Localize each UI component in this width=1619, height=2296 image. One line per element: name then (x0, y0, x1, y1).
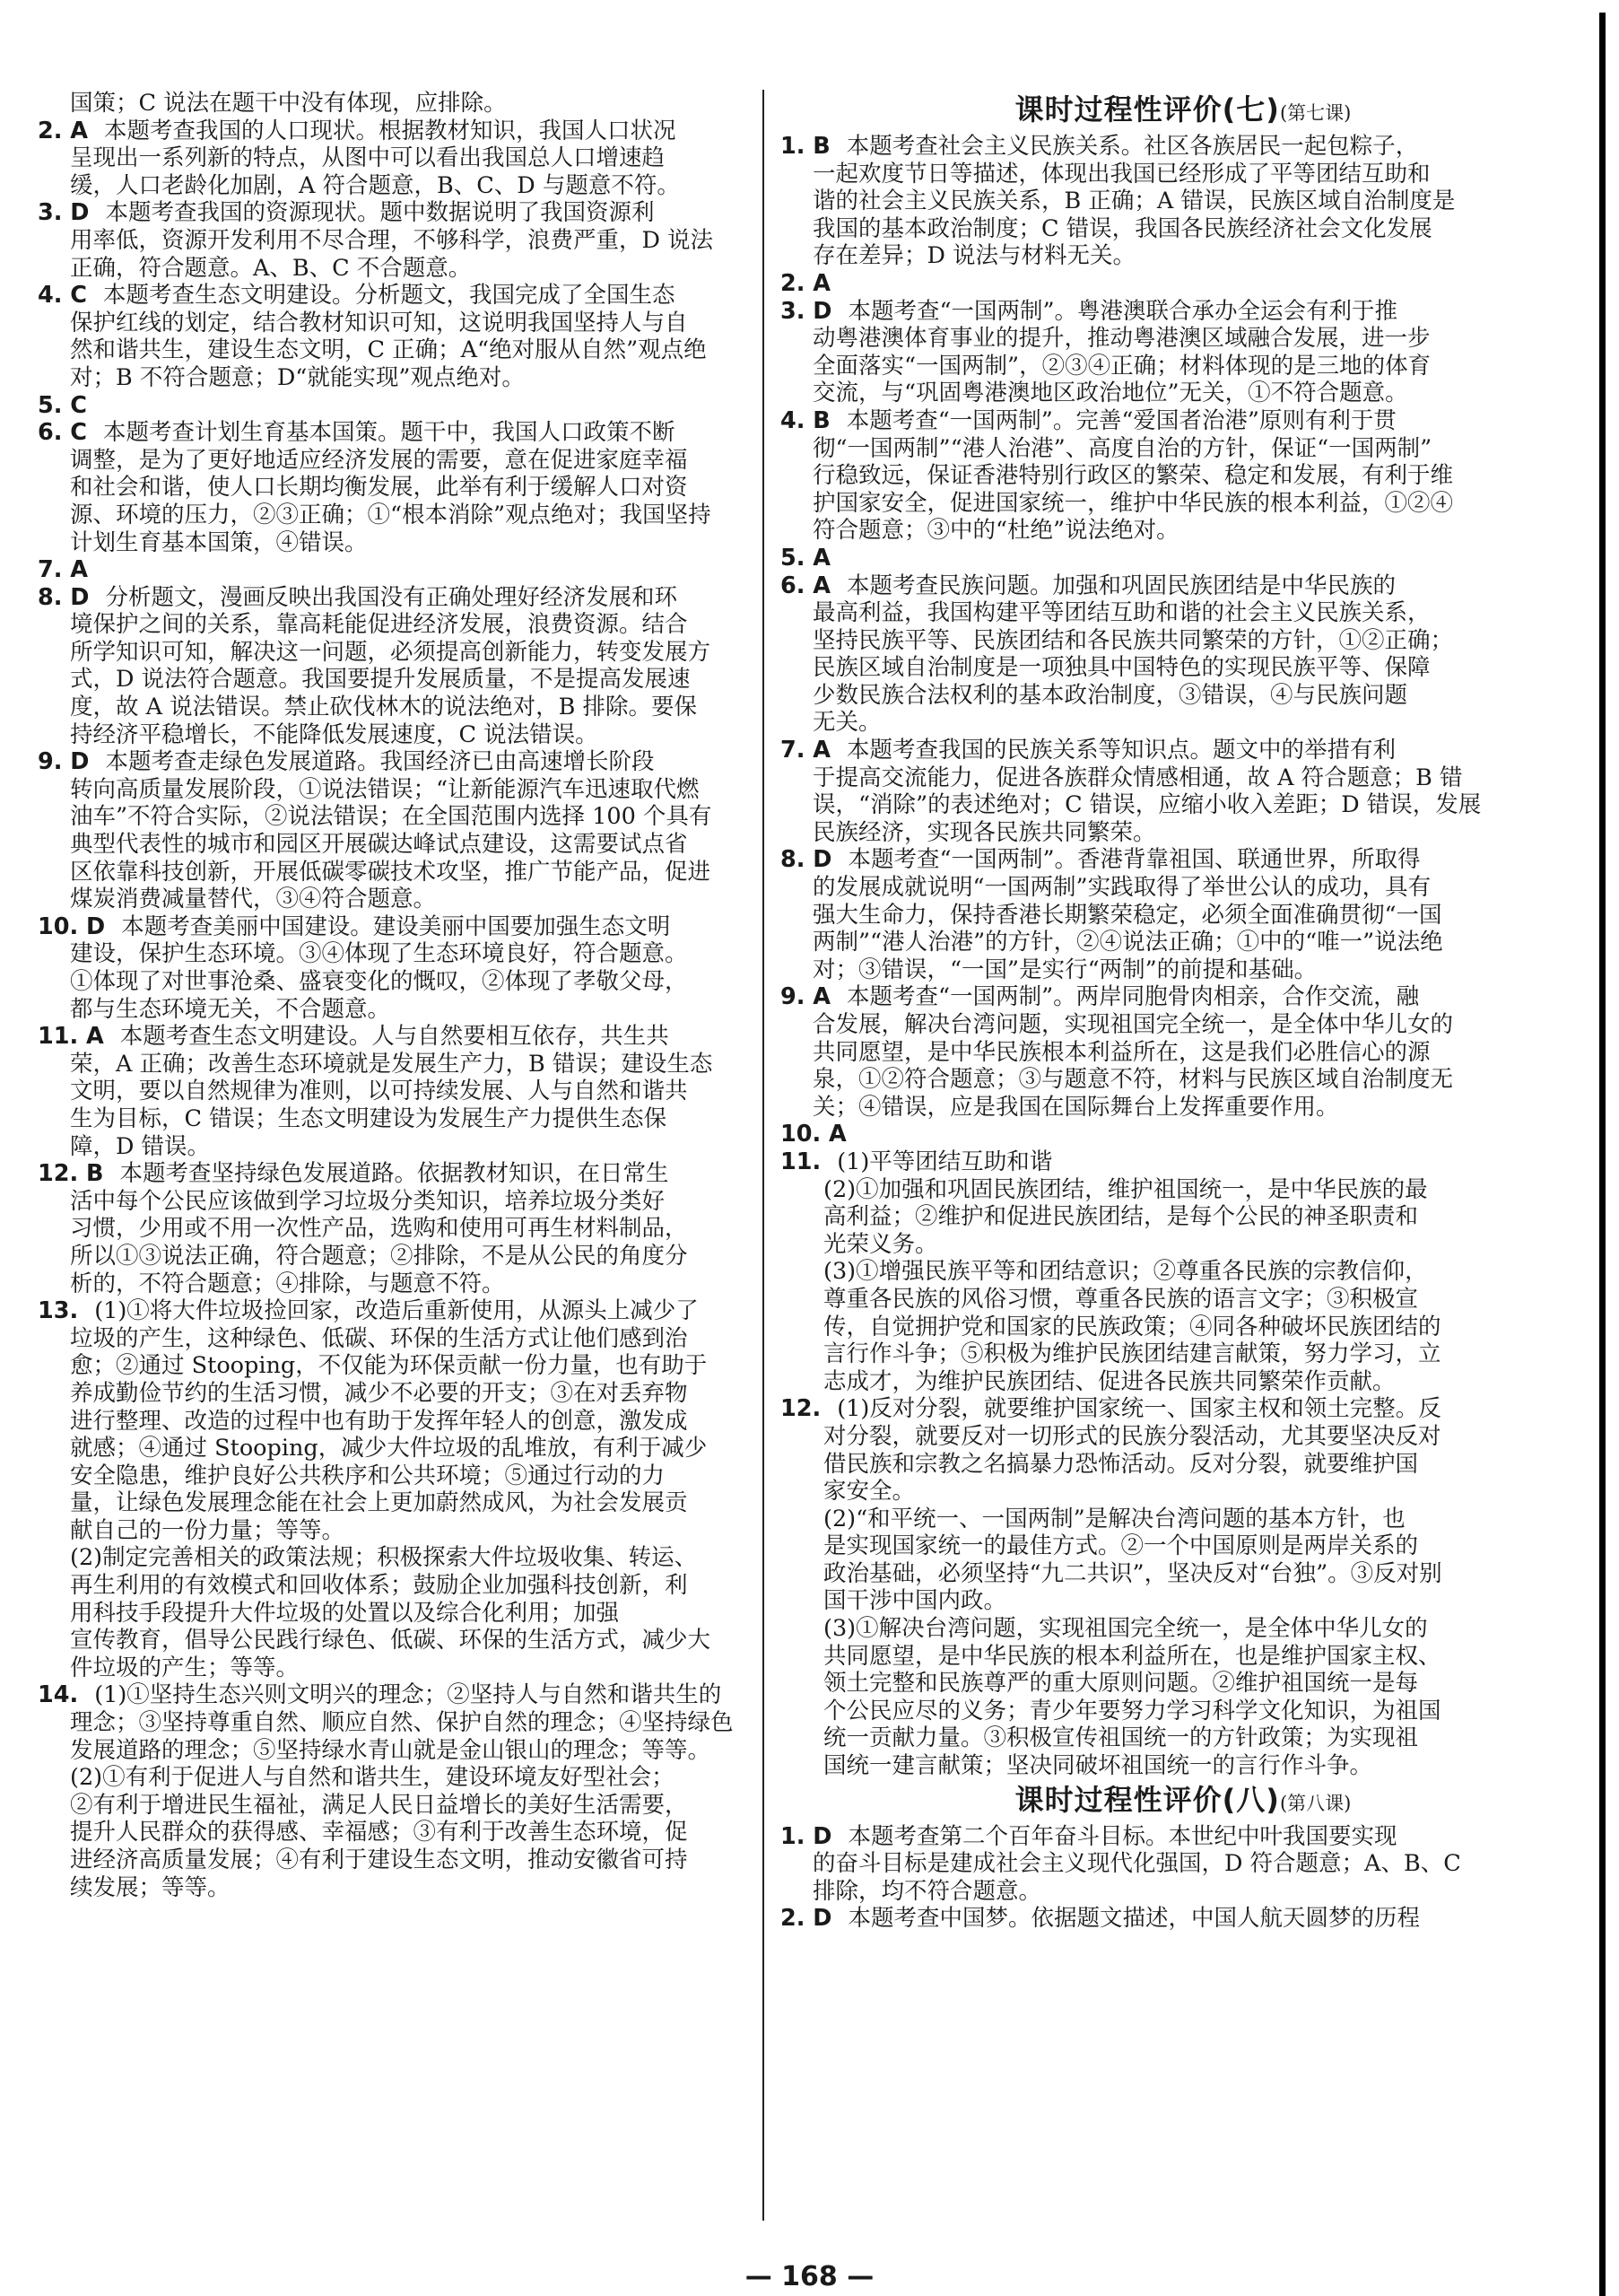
answer-number: 8. D (780, 846, 832, 874)
answer-number: 1. B (780, 133, 831, 160)
answer-text: 障，D 错误。 (70, 1132, 211, 1160)
answer-text: 我国的基本政治制度；C 错误，我国各民族经济社会文化发展 (813, 214, 1432, 242)
answer-line (780, 517, 1586, 545)
answer-text: 坚持民族平等、民族团结和各民族共同繁荣的方针，①②正确； (813, 626, 1454, 654)
answer-text: 国策；C 说法在题干中没有体现，应排除。 (70, 90, 507, 117)
answer-text: ②有利于增进民生福祉，满足人民日益增长的美好生活需要， (70, 1791, 688, 1819)
answer-item (38, 556, 753, 584)
answer-text: 国统一建言献策；坚决同破坏祖国统一的言行作斗争。 (823, 1752, 1373, 1780)
answer-item (780, 1395, 1586, 1423)
answer-text: 垃圾的产生，这种绿色、低碳、环保的生活方式让他们感到治 (70, 1324, 688, 1352)
answer-line (38, 886, 753, 913)
answer-text: 续发展；等等。 (70, 1873, 231, 1901)
answer-text: 度，故 A 说法错误。禁止砍伐林木的说法绝对，B 排除。要保 (70, 694, 697, 721)
answer-line (780, 435, 1586, 463)
answer-text: 共同愿望，是中华民族的根本利益所在，也是维护国家主权、 (823, 1642, 1441, 1670)
answer-text: 个公民应尽的义务；青少年要努力学习科学文化知识，为祖国 (823, 1697, 1441, 1724)
answer-number: 6. C (38, 419, 88, 447)
answer-line (780, 188, 1586, 215)
answer-line (780, 682, 1586, 710)
answer-line (38, 1627, 753, 1654)
answer-line (38, 1051, 753, 1078)
answer-text: 于提高交流能力，促进各族群众情感相通，故 A 符合题意；B 错 (813, 764, 1463, 791)
answer-line (38, 776, 753, 804)
answer-text: 泉，①②符合题意；③与题意不符，材料与民族区域自治制度无 (813, 1066, 1454, 1094)
answer-line (780, 902, 1586, 930)
answer-text: (1)①坚持生态兴则文明兴的理念；②坚持人与自然和谐共生的 (94, 1681, 722, 1709)
answer-line (38, 1792, 753, 1820)
answer-line (780, 1340, 1586, 1368)
answer-text: 共同愿望，是中华民族根本利益所在，这是我们必胜信心的源 (813, 1038, 1431, 1066)
answer-text: 民族区域自治制度是一项独具中国特色的实现民族平等、保障 (813, 654, 1431, 682)
answer-line (38, 1270, 753, 1298)
answer-line (38, 364, 753, 392)
answer-text: 误，“消除”的表述绝对；C 错误，应缩小收入差距；D 错误，发展 (813, 791, 1482, 819)
answer-line (38, 1819, 753, 1846)
answer-text: 本题考查社会主义民族关系。社区各族居民一起包粽子， (846, 133, 1419, 160)
answer-line (780, 380, 1586, 407)
answer-line (38, 803, 753, 831)
answer-item (780, 298, 1586, 326)
right-column (780, 90, 1586, 1933)
answer-line (780, 1314, 1586, 1341)
answer-line (38, 529, 753, 557)
answer-text: 本题考查我国的民族关系等知识点。题文中的举措有利 (847, 737, 1397, 764)
answer-line (38, 1352, 753, 1380)
page-number: — 168 — (744, 2261, 875, 2292)
answer-text: (2)①加强和巩固民族团结，维护祖国统一，是中华民族的最 (823, 1175, 1428, 1203)
answer-line (780, 1176, 1586, 1204)
answer-line (780, 929, 1586, 956)
answer-text: (3)①解决台湾问题，实现祖国完全统一，是全体中华儿女的 (823, 1615, 1428, 1643)
answer-line (38, 1764, 753, 1792)
answer-item (38, 392, 753, 420)
answer-item (780, 1148, 1586, 1176)
answer-text: (2)“和平统一、一国两制”是解决台湾问题的基本方针，也 (823, 1505, 1406, 1532)
section-title-lesson-8 (780, 1780, 1586, 1823)
answer-text: 典型代表性的城市和园区开展碳达峰试点建设，这需要试点省 (70, 831, 688, 859)
section-title-lesson-7-main: 课时过程性评价(七) (1014, 92, 1280, 127)
answer-line (780, 956, 1586, 984)
answer-line (780, 1231, 1586, 1259)
answer-line (38, 859, 753, 886)
answer-line (38, 639, 753, 667)
answer-line (38, 666, 753, 694)
answer-line (38, 831, 753, 859)
answer-text: 都与生态环境无关，不合题意。 (70, 995, 391, 1023)
answer-text: 然和谐共生，建设生态文明，C 正确；A“绝对服从自然”观点绝 (70, 336, 707, 364)
answer-text: 排除，均不符合题意。 (813, 1877, 1042, 1905)
answer-number: 7. A (780, 737, 831, 764)
answer-line (780, 1039, 1586, 1067)
answer-line (38, 1517, 753, 1545)
answer-item (780, 133, 1586, 161)
answer-text: 本题考查美丽中国建设。建设美丽中国要加强生态文明 (121, 912, 671, 940)
answer-text: 和社会和谐，使人口长期均衡发展，此举有利于缓解人口对资 (70, 474, 688, 502)
answer-text: 献自己的一份力量；等等。 (70, 1516, 345, 1544)
answer-text: 传，自觉拥护党和国家的民族政策；④同各种破坏民族团结的 (823, 1313, 1441, 1340)
answer-line (38, 1243, 753, 1270)
answer-text: 所以①③说法正确，符合题意；②排除，不是从公民的角度分 (70, 1242, 688, 1270)
answer-line (780, 242, 1586, 270)
answer-number: 3. D (38, 199, 90, 227)
answer-line (780, 1094, 1586, 1122)
answer-text: 件垃圾的产生；等等。 (70, 1654, 300, 1681)
answer-text: 进行整理、改造的过程中也有助于发挥年轻人的创意，激发成 (70, 1407, 688, 1435)
answer-line (780, 353, 1586, 380)
answer-text: 计划生育基本国策，④错误。 (70, 528, 368, 556)
answer-text: 就感；④通过 Stooping，减少大件垃圾的乱堆放，有利于减少 (70, 1435, 708, 1462)
answer-line (780, 325, 1586, 353)
answer-text: 少数民族合法权利的基本政治制度，③错误，④与民族问题 (813, 681, 1408, 709)
answer-text: 关；④错误，应是我国在国际舞台上发挥重要作用。 (813, 1093, 1339, 1121)
answer-text: 文明，要以自然规律为准则，以可持续发展、人与自然和谐共 (70, 1078, 688, 1105)
answer-text: 本题考查“一国两制”。粤港澳联合承办全运会有利于推 (848, 297, 1398, 325)
answer-line (780, 1451, 1586, 1479)
answer-text: 油车”不符合实际，②说法错误；在全国范围内选择 100 个具有 (70, 803, 712, 831)
answer-text: 是实现国家统一的最佳方式。②一个中国原则是两岸关系的 (823, 1532, 1419, 1560)
answer-line (38, 1709, 753, 1737)
answer-text: 言行作斗争；⑤积极为维护民族团结建言献策，努力学习，立 (823, 1340, 1441, 1368)
answer-line (38, 1654, 753, 1682)
answer-line (780, 1506, 1586, 1533)
answer-number: 2. A (780, 269, 831, 297)
answer-number: 12. (780, 1395, 822, 1423)
answer-text: 析的，不符合题意；④排除，与题意不符。 (70, 1270, 505, 1297)
answer-text: 合发展，解决台湾问题，实现祖国完全统一，是全体中华儿女的 (813, 1011, 1454, 1038)
answer-item (780, 270, 1586, 298)
answer-text: 荣，A 正确；改善生态环境就是发展生产力，B 错误；建设生态 (70, 1050, 713, 1078)
answer-text: 保护红线的划定，结合教材知识可知，这说明我国坚持人与自 (70, 309, 688, 336)
answer-line (38, 1874, 753, 1902)
answer-text: 的发展成就说明“一国两制”实践取得了举世公认的成功，具有 (813, 874, 1432, 902)
answer-item (780, 737, 1586, 764)
answer-text: 煤炭消费减量替代，③④符合题意。 (70, 886, 437, 913)
answer-line (780, 709, 1586, 737)
answer-number: 12. B (38, 1160, 104, 1188)
answer-text: 光荣义务。 (823, 1230, 938, 1258)
answer-number: 5. C (38, 391, 88, 419)
answer-line (780, 819, 1586, 847)
section-title-lesson-8-sub: (第八课) (1279, 1792, 1352, 1814)
answer-line (38, 1133, 753, 1161)
answer-text: 安全隐患，维护良好公共秩序和公共环境；⑤通过行动的力 (70, 1462, 666, 1489)
answer-text: 转向高质量发展阶段，①说法错误；“让新能源汽车迅速取代燃 (70, 775, 700, 803)
answer-text: 本题考查我国的人口现状。根据教材知识，我国人口状况 (104, 117, 676, 144)
answer-line (780, 1478, 1586, 1506)
answer-item (780, 1823, 1586, 1851)
answer-line (38, 721, 753, 749)
answer-line (780, 764, 1586, 792)
answer-text: 生为目标，C 错误；生态文明建设为发展生产力提供生态保 (70, 1104, 667, 1132)
answer-text: 宣传教育，倡导公民践行绿色、低碳、环保的生活方式，减少大 (70, 1627, 711, 1654)
answer-line (38, 474, 753, 502)
left-column (38, 90, 753, 1901)
answer-text: 式，D 说法符合题意。我国要提升发展质量，不是提高发展速 (70, 666, 691, 694)
answer-text: 提升人民群众的获得感、幸福感；③有利于改善生态环境，促 (70, 1819, 688, 1846)
answer-text: (1)平等团结互助和谐 (837, 1148, 1053, 1175)
answer-text: 本题考查走绿色发展道路。我国经济已由高速增长阶段 (105, 748, 655, 776)
answer-line (38, 1078, 753, 1105)
answer-line (780, 654, 1586, 682)
answer-text: 统一贡献力量。③积极宣传祖国统一的方针政策；为实现祖 (823, 1724, 1419, 1752)
answer-text: 符合题意；③中的“杜绝”说法绝对。 (813, 517, 1179, 545)
answer-item (780, 983, 1586, 1011)
answer-item (38, 282, 753, 310)
column-divider (762, 90, 764, 2221)
answer-line (780, 627, 1586, 655)
answer-line (38, 336, 753, 364)
answer-text: 区依靠科技创新，开展低碳零碳技术攻坚，推广节能产品，促进 (70, 858, 711, 886)
answer-line (38, 1462, 753, 1490)
answer-line (38, 255, 753, 283)
answer-item (38, 1297, 753, 1325)
answer-number: 3. D (780, 297, 832, 325)
answer-line (780, 1587, 1586, 1615)
answer-text: 两制”“港人治港”的方针，②④说法正确；①中的“唯一”说法绝 (813, 929, 1443, 956)
answer-line (780, 490, 1586, 518)
answer-number: 13. (38, 1297, 79, 1325)
answer-number: 2. A (38, 117, 89, 144)
answer-line (780, 1878, 1586, 1906)
answer-text: 强大生命力，保持香港长期繁荣稳定，必须全面准确贯彻“一国 (813, 901, 1442, 929)
answer-text: 本题考查“一国两制”。香港背靠祖国、联通世界，所取得 (848, 846, 1421, 874)
answer-line (780, 1698, 1586, 1725)
answer-line (780, 161, 1586, 188)
answer-text: 本题考查我国的资源现状。题中数据说明了我国资源利 (105, 199, 655, 227)
answer-text: 本题考查中国梦。依据题文描述，中国人航天圆梦的历程 (848, 1905, 1420, 1933)
answer-text: (2)①有利于促进人与自然和谐共生，建设环境友好型社会； (70, 1764, 675, 1792)
answer-item (38, 1160, 753, 1188)
answer-text: 本题考查“一国两制”。完善“爱国者治港”原则有利于贯 (846, 406, 1397, 434)
answer-item (38, 1023, 753, 1051)
answer-line (38, 310, 753, 337)
answer-number: 7. A (38, 556, 89, 584)
answer-item (38, 913, 753, 941)
answer-line (780, 874, 1586, 902)
answer-text: 最高利益，我国构建平等团结互助和谐的社会主义民族关系， (813, 599, 1431, 627)
answer-item (38, 584, 753, 612)
page-edge-rule (1599, 13, 1606, 2296)
answer-text: 进经济高质量发展；④有利于建设生态文明，推动安徽省可持 (70, 1846, 688, 1873)
answer-line (780, 1560, 1586, 1588)
answer-line (780, 1258, 1586, 1286)
answer-number: 11. A (38, 1023, 104, 1051)
answer-text: 正确，符合题意。A、B、C 不合题意。 (70, 254, 472, 282)
answer-number: 14. (38, 1681, 79, 1709)
answer-line (780, 215, 1586, 243)
answer-text: 对分裂，就要反对一切形式的民族分裂活动，尤其要坚决反对 (823, 1422, 1441, 1450)
answer-number: 4. C (38, 282, 88, 310)
answer-item (780, 572, 1586, 600)
answer-text: 源、环境的压力，②③正确；①“根本消除”观点绝对；我国坚持 (70, 501, 711, 528)
answer-line (780, 1724, 1586, 1752)
answer-line (38, 1572, 753, 1600)
answer-line (38, 227, 753, 255)
answer-line (780, 1368, 1586, 1396)
answer-text: (2)制定完善相关的政策法规；积极探索大件垃圾收集、转运、 (70, 1544, 698, 1572)
answer-text: 存在差异；D 说法与材料无关。 (813, 242, 1136, 270)
answer-text: 民族经济，实现各民族共同繁荣。 (813, 818, 1156, 846)
answer-line (780, 1643, 1586, 1671)
answer-number: 8. D (38, 583, 90, 611)
answer-item (780, 1121, 1586, 1148)
answer-text: 用科技手段提升大件垃圾的处置以及综合化利用；加强 (70, 1599, 620, 1627)
answer-line (780, 462, 1586, 490)
answer-text: 持经济平稳增长，不能降低发展速度，C 说法错误。 (70, 720, 598, 748)
answer-line (38, 1737, 753, 1765)
answer-item (38, 1681, 753, 1709)
answer-text: (1)①将大件垃圾捡回家，改造后重新使用，从源头上减少了 (94, 1297, 699, 1325)
section-title-lesson-7-sub: (第七课) (1279, 102, 1352, 124)
answer-line (38, 1188, 753, 1216)
answer-text: 志成才，为维护民族团结、促进各民族共同繁荣作贡献。 (823, 1367, 1396, 1395)
answer-item (780, 407, 1586, 435)
answer-line (38, 447, 753, 475)
answer-text: 本题考查计划生育基本国策。题干中，我国人口政策不断 (103, 419, 675, 447)
answer-line (38, 996, 753, 1024)
answer-line (38, 1215, 753, 1243)
answer-line (38, 1435, 753, 1462)
answer-line (780, 1850, 1586, 1878)
answer-text: 境保护之间的关系，靠高耗能促进经济发展，浪费资源。结合 (70, 611, 688, 639)
answer-text: 护国家安全，促进国家统一，维护中华民族的根本利益，①②④ (813, 489, 1454, 517)
answer-line (780, 1286, 1586, 1314)
answer-text: 一起欢度节日等描述，体现出我国已经形成了平等团结互助和 (813, 160, 1431, 188)
answer-text: (3)①增强民族平等和团结意识；②尊重各民族的宗教信仰， (823, 1258, 1428, 1286)
answer-text: 交流，与“巩固粤港澳地区政治地位”无关，①不符合题意。 (813, 380, 1408, 407)
answer-text: 分析题文，漫画反映出我国没有正确处理好经济发展和环 (105, 583, 677, 611)
section-title-lesson-7 (780, 90, 1586, 133)
answer-line (38, 611, 753, 639)
answer-text: 本题考查第二个百年奋斗目标。本世纪中叶我国要实现 (848, 1822, 1397, 1850)
answer-text: 所学知识可知，解决这一问题，必须提高创新能力，转变发展方 (70, 638, 711, 666)
answer-text: 国干涉中国内政。 (823, 1587, 1007, 1615)
answer-text: 建设，保护生态环境。③④体现了生态环境良好，符合题意。 (70, 940, 688, 968)
answer-number: 1. D (780, 1822, 832, 1850)
answer-text: 发展道路的理念；⑤坚持绿水青山就是金山银山的理念；等等。 (70, 1736, 711, 1764)
answer-number: 9. A (780, 983, 831, 1011)
answer-number: 2. D (780, 1905, 832, 1933)
answer-text: ①体现了对世事沧桑、盛衰变化的慨叹，②体现了孝敬父母， (70, 968, 688, 995)
answer-item (780, 545, 1586, 572)
answer-text: 无关。 (813, 709, 882, 737)
answer-line (780, 1615, 1586, 1643)
answer-text: (1)反对分裂，就要维护国家统一、国家主权和领土完整。反 (837, 1395, 1441, 1423)
answer-text: 活中每个公民应该做到学习垃圾分类知识，培养垃圾分类好 (70, 1187, 666, 1215)
answer-line (38, 502, 753, 529)
answer-item (780, 1905, 1586, 1933)
answer-line (38, 90, 753, 118)
answer-line (38, 968, 753, 996)
answer-line (38, 1544, 753, 1572)
answer-text: 缓，人口老龄化加剧，A 符合题意，B、C、D 与题意不符。 (70, 171, 680, 199)
answer-text: 本题考查生态文明建设。分析题文，我国完成了全国生态 (103, 282, 675, 310)
answer-text: 本题考查坚持绿色发展道路。依据教材知识，在日常生 (119, 1160, 669, 1188)
answer-item (780, 846, 1586, 874)
answers-lesson-8 (780, 1823, 1586, 1933)
answer-line (38, 1105, 753, 1133)
answer-line (780, 1423, 1586, 1451)
answer-item (38, 419, 753, 447)
answer-text: 呈现出一系列新的特点，从图中可以看出我国总人口增速趋 (70, 144, 666, 172)
answer-text: 的奋斗目标是建成社会主义现代化强国，D 符合题意；A、B、C (813, 1850, 1461, 1878)
answer-text: 量，让绿色发展理念能在社会上更加蔚然成风，为社会发展贡 (70, 1489, 688, 1517)
answer-line (38, 694, 753, 721)
answer-number: 9. D (38, 748, 90, 776)
answer-text: 尊重各民族的风俗习惯，尊重各民族的语言文字；③积极宣 (823, 1285, 1419, 1313)
answer-text: 调整，是为了更好地适应经济发展的需要，意在促进家庭幸福 (70, 446, 688, 474)
answer-text: 对；B 不符合题意；D“就能实现”观点绝对。 (70, 363, 525, 391)
answer-number: 6. A (780, 572, 831, 599)
answer-line (38, 1846, 753, 1874)
answers-lesson-7 (780, 133, 1586, 1780)
answer-text: 再生利用的有效模式和回收体系；鼓励企业加强科技创新，利 (70, 1572, 688, 1600)
answer-line (780, 1203, 1586, 1231)
answer-text: 动粤港澳体育事业的提升，推动粤港澳区域融合发展，进一步 (813, 325, 1431, 353)
answer-item (38, 199, 753, 227)
answer-text: 政治基础，必须坚持“九二共识”，坚决反对“台独”。③反对别 (823, 1559, 1442, 1587)
answer-text: 本题考查民族问题。加强和巩固民族团结是中华民族的 (847, 572, 1397, 599)
answer-text: 彻“一国两制”“港人治港”、高度自治的方针，保证“一国两制” (813, 434, 1432, 462)
answer-number: 11. (780, 1148, 822, 1175)
answer-line (38, 1408, 753, 1436)
answer-text: 本题考查“一国两制”。两岸同胞骨肉相亲，合作交流，融 (847, 983, 1420, 1011)
answer-line (780, 1011, 1586, 1039)
answer-text: 家安全。 (823, 1478, 916, 1506)
answer-number: 4. B (780, 406, 831, 434)
answer-text: 借民族和宗教之名搞暴力恐怖活动。反对分裂，就要维护国 (823, 1450, 1419, 1478)
answer-text: 高利益；②维护和促进民族团结，是每个公民的神圣职责和 (823, 1203, 1419, 1231)
answer-number: 5. A (780, 544, 831, 572)
answer-line (38, 1380, 753, 1408)
answer-line (780, 1066, 1586, 1094)
answer-text: 养成勤俭节约的生活习惯，减少不必要的开支；③在对丢弃物 (70, 1379, 688, 1407)
answer-line (38, 940, 753, 968)
section-title-lesson-8-main: 课时过程性评价(八) (1014, 1782, 1280, 1817)
answer-line (780, 1670, 1586, 1698)
answer-line (38, 144, 753, 172)
answer-text: 全面落实“一国两制”，②③④正确；材料体现的是三地的体育 (813, 352, 1432, 380)
answer-line (780, 1532, 1586, 1560)
answer-text: 对；③错误，“一国”是实行“两制”的前提和基础。 (813, 956, 1318, 983)
answer-line (38, 1600, 753, 1628)
answer-line (780, 599, 1586, 627)
answer-line (38, 1325, 753, 1353)
answer-text: 愈；②通过 Stooping，不仅能为环保贡献一份力量，也有助于 (70, 1352, 708, 1380)
answer-text: 谐的社会主义民族关系，B 正确；A 错误，民族区域自治制度是 (813, 188, 1456, 215)
answer-item (38, 118, 753, 145)
answer-line (38, 1489, 753, 1517)
answer-text: 本题考查生态文明建设。人与自然要相互依存，共生共 (119, 1023, 669, 1051)
answer-item (38, 748, 753, 776)
answer-text: 用率低，资源开发利用不尽合理，不够科学，浪费严重，D 说法 (70, 226, 714, 254)
answer-number: 10. A (780, 1121, 847, 1148)
answer-number: 10. D (38, 912, 106, 940)
answer-line (38, 172, 753, 200)
answer-text: 行稳致远，保证香港特别行政区的繁荣、稳定和发展，有利于维 (813, 462, 1454, 490)
answer-text: 习惯，少用或不用一次性产品，选购和使用可再生材料制品， (70, 1215, 688, 1243)
answer-line (780, 1752, 1586, 1780)
answer-text: 理念；③坚持尊重自然、顺应自然、保护自然的理念；④坚持绿色 (70, 1709, 734, 1737)
answer-text: 领土完整和民族尊严的重大原则问题。②维护祖国统一是每 (823, 1670, 1419, 1698)
answer-line (780, 791, 1586, 819)
